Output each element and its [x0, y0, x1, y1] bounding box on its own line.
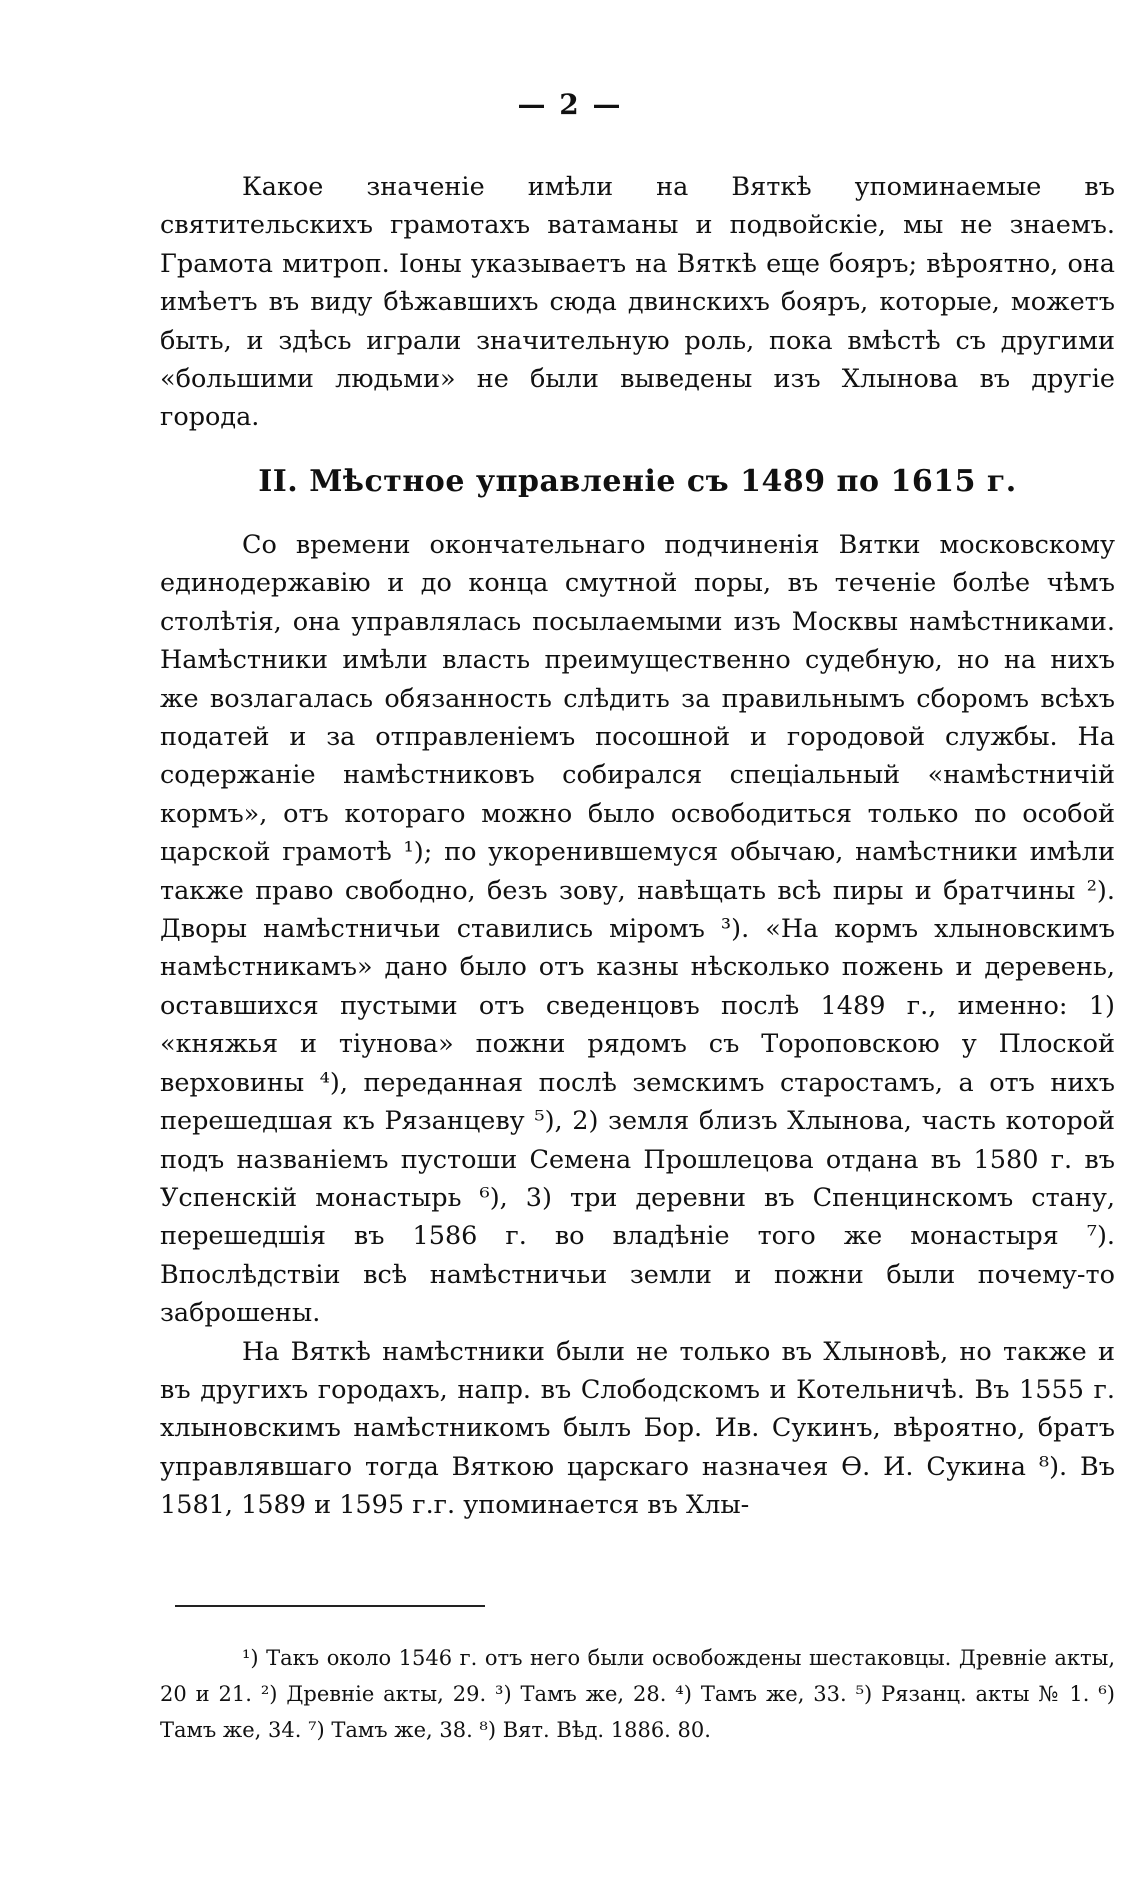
body-paragraph-2: На Вяткѣ намѣстники были не только въ Хлыновѣ, но также и въ другихъ городахъ, напр. въ Слободскомъ и Котельничѣ. Въ 1555 г. хлыновскимъ намѣстникомъ былъ Бор. Ив. Сукинъ, вѣроятно, братъ управлявшаго тогда Вяткою царскаго назначея Ѳ. И. Сукина ⁸). Въ 1581, 1589 и 1595 г.г. упоминается въ Хлы-	[160, 1336, 1115, 1521]
intro-paragraph: Какое значеніе имѣли на Вяткѣ упоминаемые въ святительскихъ грамотахъ ватаманы и подвойскіе, мы не знаемъ. Грамота митроп. Іоны указываетъ на Вяткѣ еще бояръ; вѣроятно, она имѣетъ въ виду бѣжавшихъ сюда двинскихъ бояръ, которые, можетъ быть, и здѣсь играли значительную роль, пока вмѣстѣ съ другими «большими людьми» не были выведены изъ Хлынова въ другіе города.	[160, 172, 1115, 433]
footnote-text: ¹) Такъ около 1546 г. отъ него были освобождены шестаковцы. Древніе акты, 20 и 21. ²) Древніе акты, 29. ³) Тамъ же, 28. ⁴) Тамъ же, 33. ⁵) Рязанц. акты № 1. ⁶) Тамъ же, 34. ⁷) Тамъ же, 38. ⁸) Вят. Вѣд. 1886. 80.	[160, 1646, 1115, 1742]
section-body	[160, 526, 1115, 1525]
intro-block	[160, 168, 1115, 437]
page-number: — 2 —	[517, 88, 623, 121]
body-paragraph-1: Со времени окончательнаго подчиненія Вятки московскому единодержавію и до конца смутной поры, въ теченіе болѣе чѣмъ столѣтія, она управлялась посылаемыми изъ Москвы намѣстниками. Намѣстники имѣли власть преимущественно судебную, но на нихъ же возлагалась обязанность слѣдить за правильнымъ сборомъ всѣхъ податей и за отправленіемъ посошной и городовой службы. На содержаніе намѣстниковъ собирался спеціальный «намѣстничій кормъ», отъ котораго можно было освободиться только по особой царской грамотѣ ¹); по укоренившемуся обычаю, намѣстники имѣли также право свободно, безъ зову, навѣщать всѣ пиры и братчины ²). Дворы намѣстничьи ставились міромъ ³). «На кормъ хлыновскимъ намѣстникамъ» дано было отъ казны нѣсколько пожень и деревень, оставшихся пустыми отъ сведенцовъ послѣ 1489 г., именно: 1) «княжья и тіунова» пожни рядомъ съ Тороповскою у Плоской верховины ⁴), переданная послѣ земскимъ старостамъ, а отъ нихъ перешедшая къ Рязанцеву ⁵), 2) земля близъ Хлынова, часть которой подъ названіемъ пустоши Семена Прошлецова отдана въ 1580 г. въ Успенскій монастырь ⁶), 3) три деревни въ Спенцинскомъ стану, перешедшія въ 1586 г. во владѣніе того же монастыря ⁷). Впослѣдствіи всѣ намѣстничьи земли и пожни были почему-то заброшены.	[160, 530, 1115, 1329]
footnote-divider	[175, 1605, 485, 1607]
section-heading: II. Мѣстное управленіе съ 1489 по 1615 г.	[258, 464, 1017, 499]
footnotes	[160, 1640, 1115, 1748]
